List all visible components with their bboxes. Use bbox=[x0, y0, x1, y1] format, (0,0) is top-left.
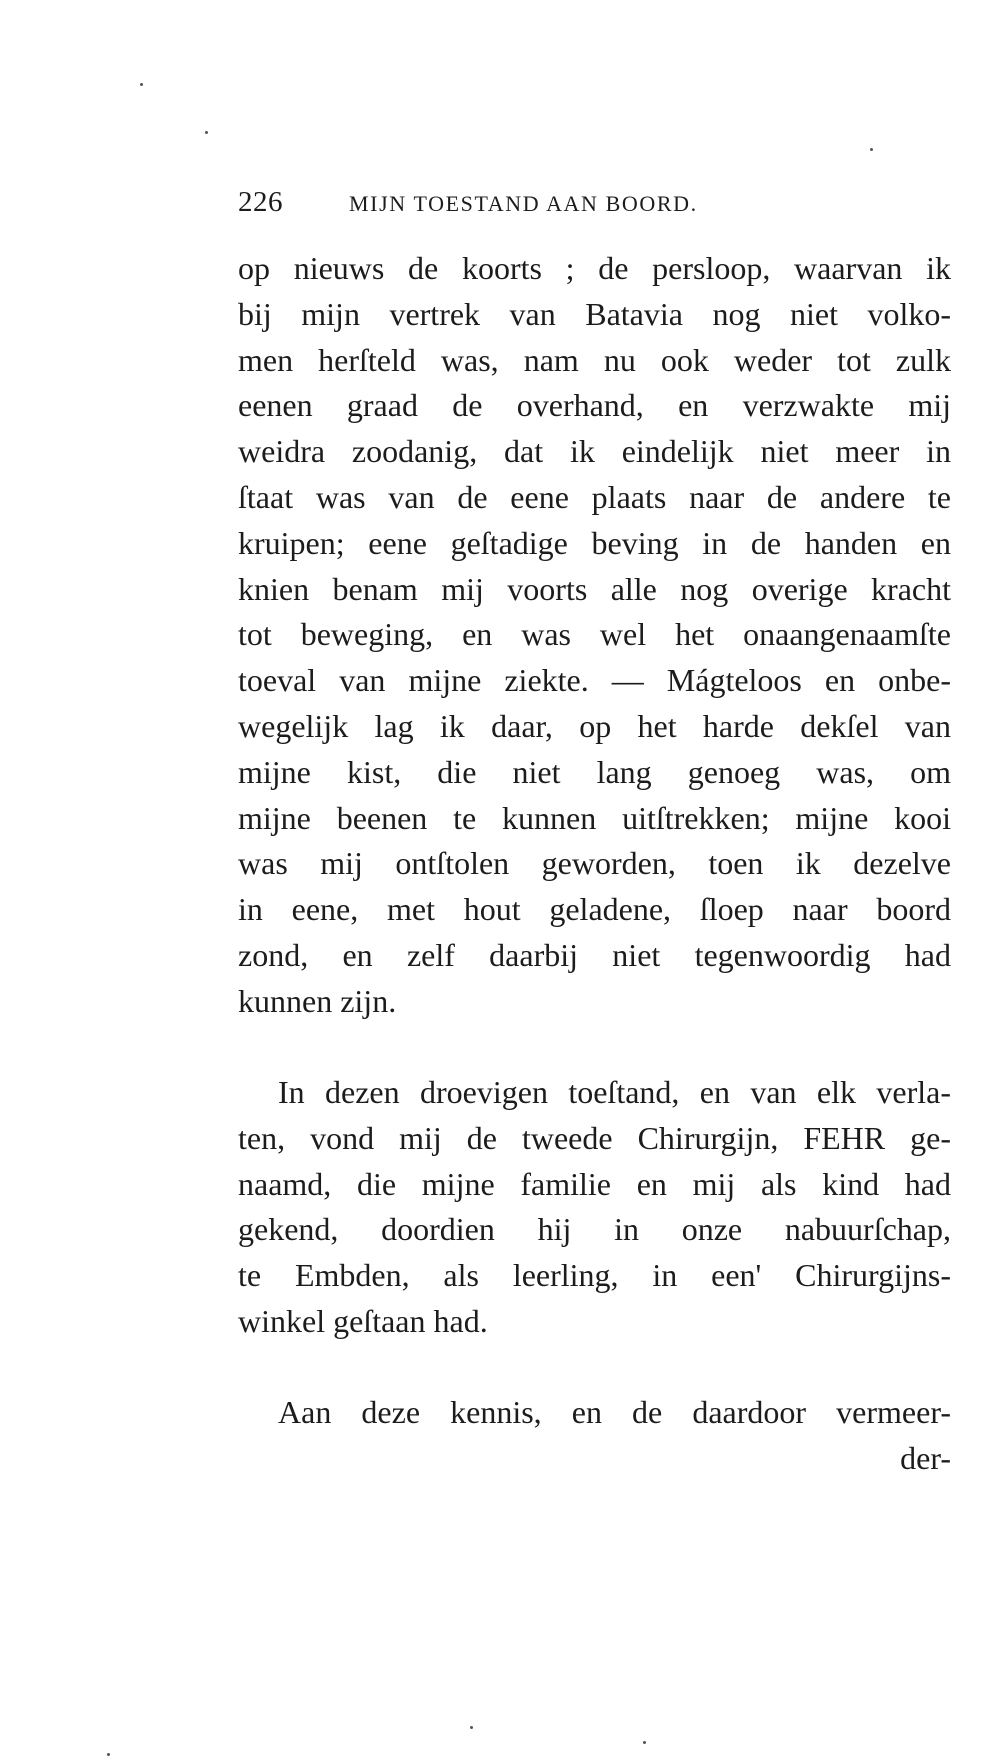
text-line: te Embden, als leerling, in een' Chirurgijns- bbox=[238, 1257, 951, 1294]
running-head bbox=[238, 186, 798, 220]
text-line: mijne kist, die niet lang genoeg was, om bbox=[238, 753, 951, 790]
text-line: kunnen zijn. bbox=[238, 982, 397, 1019]
text-line: ſtaat was van de eene plaats naar de andere te bbox=[238, 478, 951, 515]
text-line: bij mijn vertrek van Batavia nog niet volko- bbox=[238, 295, 951, 332]
running-head-title: MIJN TOESTAND AAN BOORD. bbox=[349, 191, 698, 216]
text-line: zond, en zelf daarbij niet tegenwoordig had bbox=[238, 936, 951, 973]
text-line: In dezen droevigen toeſtand, en van elk verla- bbox=[278, 1074, 951, 1110]
text-line: in eene, met hout geladene, ſloep naar boord bbox=[238, 891, 951, 928]
text-line: op nieuws de koorts ; de persloop, waarvan ik bbox=[238, 250, 951, 286]
text-line: ten, vond mij de tweede Chirurgijn, FEHR ge- bbox=[238, 1119, 951, 1156]
text-line: kruipen; eene geſtadige beving in de handen en bbox=[238, 524, 951, 561]
paper-speck bbox=[643, 1741, 646, 1744]
text-line: mijne beenen te kunnen uitſtrekken; mijne kooi bbox=[238, 799, 951, 836]
paragraph-2 bbox=[238, 1070, 951, 1345]
text-line: eenen graad de overhand, en verzwakte mij bbox=[238, 387, 951, 424]
text-line: gekend, doordien hij in onze nabuurſchap, bbox=[238, 1211, 951, 1248]
text-line: Aan deze kennis, en de daardoor vermeer- bbox=[278, 1394, 951, 1430]
page-number: 226 bbox=[238, 186, 283, 218]
paragraph-1 bbox=[238, 246, 951, 1025]
paper-speck bbox=[205, 131, 208, 134]
text-line: knien benam mij voorts alle nog overige kracht bbox=[238, 570, 951, 607]
text-line: winkel geſtaan had. bbox=[238, 1302, 488, 1339]
text-line: weidra zoodanig, dat ik eindelijk niet meer in bbox=[238, 433, 951, 470]
text-line: men herſteld was, nam nu ook weder tot zulk bbox=[238, 341, 951, 378]
paper-speck bbox=[107, 1753, 110, 1756]
paper-speck bbox=[870, 148, 873, 151]
paper-speck bbox=[470, 1726, 473, 1729]
catchword: der- bbox=[900, 1439, 951, 1476]
text-line: naamd, die mijne familie en mij als kind had bbox=[238, 1165, 951, 1202]
paper-speck bbox=[140, 83, 143, 86]
text-line: wegelijk lag ik daar, op het harde dekſel van bbox=[238, 707, 951, 744]
text-line: tot beweging, en was wel het onaangenaamſte bbox=[238, 616, 951, 653]
paragraph-3 bbox=[238, 1390, 951, 1482]
text-line: was mij ontſtolen geworden, toen ik dezelve bbox=[238, 845, 951, 882]
text-line: toeval van mijne ziekte. — Mágteloos en onbe- bbox=[238, 662, 951, 699]
